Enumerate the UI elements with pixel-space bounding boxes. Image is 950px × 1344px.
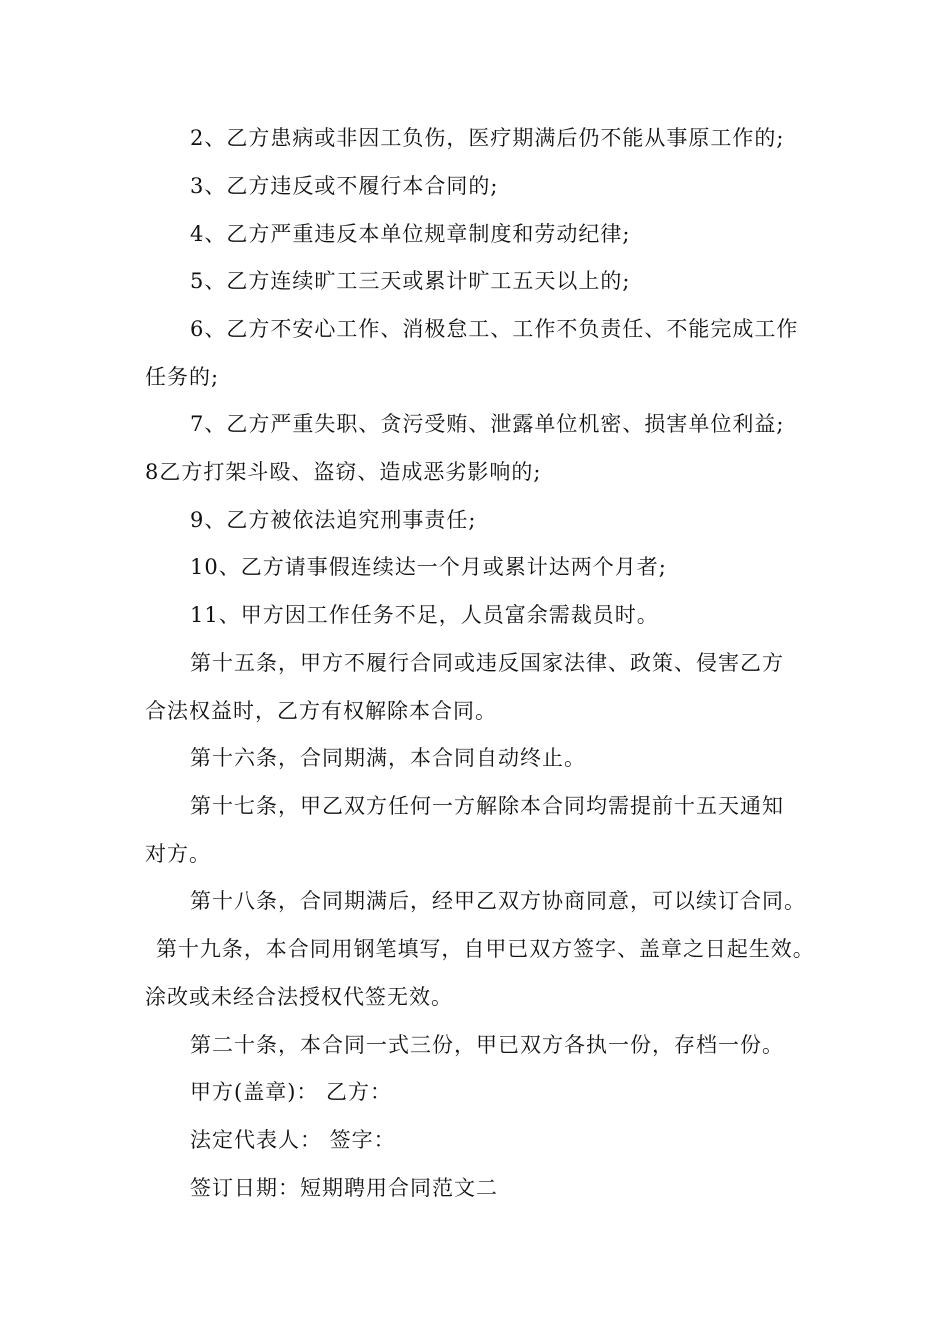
article-20: 第二十条，本合同一式三份，甲已双方各执一份，存档一份。 [190,1033,784,1057]
clause-6-line-1: 6、乙方不安心工作、消极怠工、工作不负责任、不能完成工作 [190,317,799,341]
clause-3: 3、乙方违反或不履行本合同的; [190,174,499,198]
clause-10: 10、乙方请事假连续达一个月或累计达两个月者; [190,555,667,579]
clause-11: 11、甲方因工作任务不足，人员富余需裁员时。 [190,603,659,627]
article-17-line-1: 第十七条，甲乙双方任何一方解除本合同均需提前十五天通知 [190,794,784,818]
clause-2: 2、乙方患病或非因工负伤，医疗期满后仍不能从事原工作的; [190,126,785,150]
signing-date: 签订日期：短期聘用合同范文二 [190,1176,498,1200]
signature-representative: 法定代表人： 签字： [190,1128,396,1152]
article-18: 第十八条，合同期满后，经甲乙双方协商同意，可以续订合同。 [190,889,806,913]
clause-8: 8乙方打架斗殴、盗窃、造成恶劣影响的; [145,460,542,484]
article-17-line-2: 对方。 [145,842,211,866]
clause-9: 9、乙方被依法追究刑事责任; [190,508,477,532]
signature-party-a-b: 甲方(盖章)： 乙方： [190,1080,393,1104]
clause-7: 7、乙方严重失职、贪污受贿、泄露单位机密、损害单位利益; [190,412,785,436]
article-19-line-1: 第十九条，本合同用钢笔填写，自甲已双方签字、盖章之日起生效。 [156,937,815,961]
article-16: 第十六条，合同期满，本合同自动终止。 [190,746,586,770]
clause-6-line-2: 任务的; [145,365,220,389]
clause-4: 4、乙方严重违反本单位规章制度和劳动纪律; [190,222,631,246]
clause-5: 5、乙方连续旷工三天或累计旷工五天以上的; [190,269,631,293]
article-15-line-2: 合法权益时，乙方有权解除本合同。 [145,699,497,723]
article-19-line-2: 涂改或未经合法授权代签无效。 [145,985,453,1009]
article-15-line-1: 第十五条，甲方不履行合同或违反国家法律、政策、侵害乙方 [190,651,784,675]
